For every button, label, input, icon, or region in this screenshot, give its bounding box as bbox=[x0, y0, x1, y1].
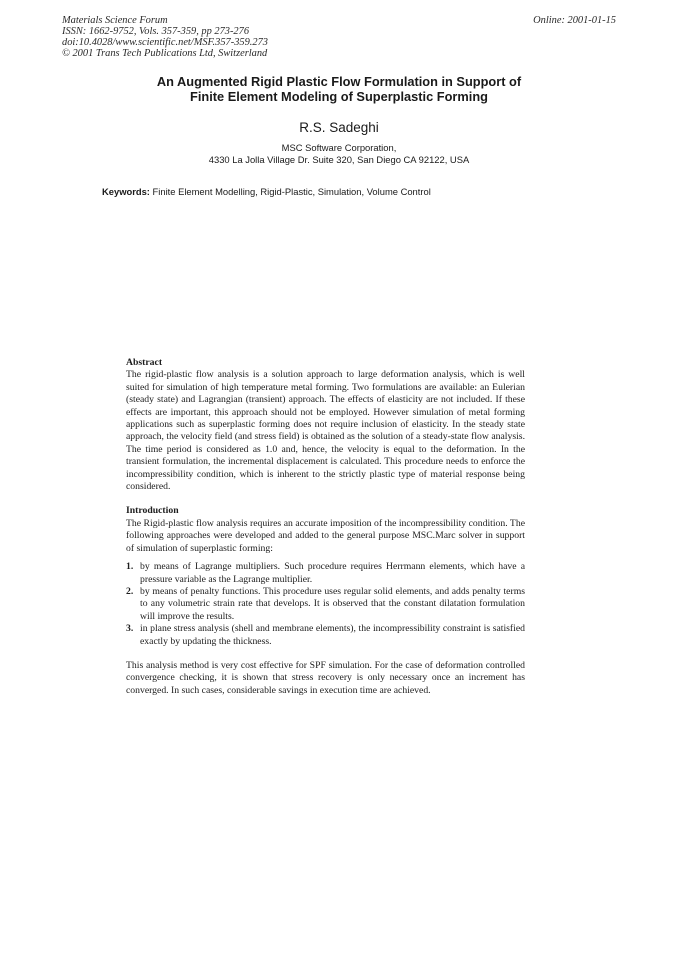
approach-list bbox=[126, 561, 525, 648]
list-number: 1. bbox=[126, 561, 134, 573]
list-item bbox=[126, 623, 525, 648]
list-item-text: in plane stress analysis (shell and membrane elements), the incompressibility constraint is satisfied exactly by updating the thickness. bbox=[140, 623, 525, 647]
list-number: 2. bbox=[126, 585, 134, 597]
keywords-label: Keywords: bbox=[102, 186, 150, 197]
closing-paragraph: This analysis method is very cost effective for SPF simulation. For the case of deformation controlled convergence checking, it is shown that stress recovery is only necessary once an increment has converged. In such cases, considerable savings in execution time are achieved. bbox=[126, 659, 525, 696]
introduction-text: The Rigid-plastic flow analysis requires an accurate imposition of the incompressibility condition. The following approaches were developed and added to the general purpose MSC.Marc solver in support of simulation of superplastic forming: bbox=[126, 517, 525, 554]
paper-body bbox=[126, 357, 525, 697]
affiliation-line-2: 4330 La Jolla Village Dr. Suite 320, San Diego CA 92122, USA bbox=[208, 154, 470, 165]
list-item bbox=[126, 586, 525, 623]
list-item-text: by means of penalty functions. This procedure uses regular solid elements, and adds penalty terms to any volumetric strain rate that develops. It is observed that the constant dilatation formulation will improve the results. bbox=[140, 585, 525, 622]
author-name: R.S. Sadeghi bbox=[299, 120, 379, 135]
list-number: 3. bbox=[126, 623, 134, 635]
doi-line: doi:10.4028/www.scientific.net/MSF.357-359.273 bbox=[62, 37, 268, 48]
introduction-heading: Introduction bbox=[126, 505, 179, 517]
paper-title bbox=[0, 74, 678, 104]
list-item-text: by means of Lagrange multipliers. Such procedure requires Herrmann elements, which have a pressure variable as the Lagrange multiplier. bbox=[140, 561, 525, 585]
abstract-heading: Abstract bbox=[126, 357, 163, 368]
abstract-text: The rigid-plastic flow analysis is a solution approach to large deformation analysis, which is well suited for simulation of high temperature metal forming. Two formulations are available: an Eulerian (steady state) and Lagrangian (transient) approach. The effects of elasticity are not included. If these effects are important, this approach should not be employed. However simulation of metal forming applications such as superplastic forming does not require inclusion of elasticity. In the steady state approach, the velocity field (and stress field) is obtained as the solution of a steady-state flow analysis. The time period is considered as 1.0 and, hence, the velocity is equal to the deformation. In the transient formulation, the incremental displacement is calculated. This procedure needs to enforce the incompressibility condition, which is inherent to the strictly plastic type of material response being considered. bbox=[126, 369, 525, 493]
journal-header bbox=[62, 15, 268, 59]
copyright-line: © 2001 Trans Tech Publications Ltd, Switzerland bbox=[62, 48, 268, 59]
affiliation-line-1: MSC Software Corporation, bbox=[281, 142, 397, 153]
journal-name: Materials Science Forum bbox=[62, 15, 168, 26]
keywords-text: Finite Element Modelling, Rigid-Plastic, Simulation, Volume Control bbox=[152, 186, 431, 197]
section-gap bbox=[126, 493, 525, 505]
title-line-1: An Augmented Rigid Plastic Flow Formulation in Support of bbox=[156, 74, 522, 89]
online-date: Online: 2001-01-15 bbox=[533, 15, 616, 26]
keywords-line bbox=[102, 186, 431, 197]
affiliation bbox=[0, 142, 678, 166]
section-gap bbox=[126, 648, 525, 660]
title-line-2: Finite Element Modeling of Superplastic Forming bbox=[190, 89, 488, 104]
issn-line: ISSN: 1662-9752, Vols. 357-359, pp 273-276 bbox=[62, 26, 250, 37]
list-item bbox=[126, 561, 525, 586]
